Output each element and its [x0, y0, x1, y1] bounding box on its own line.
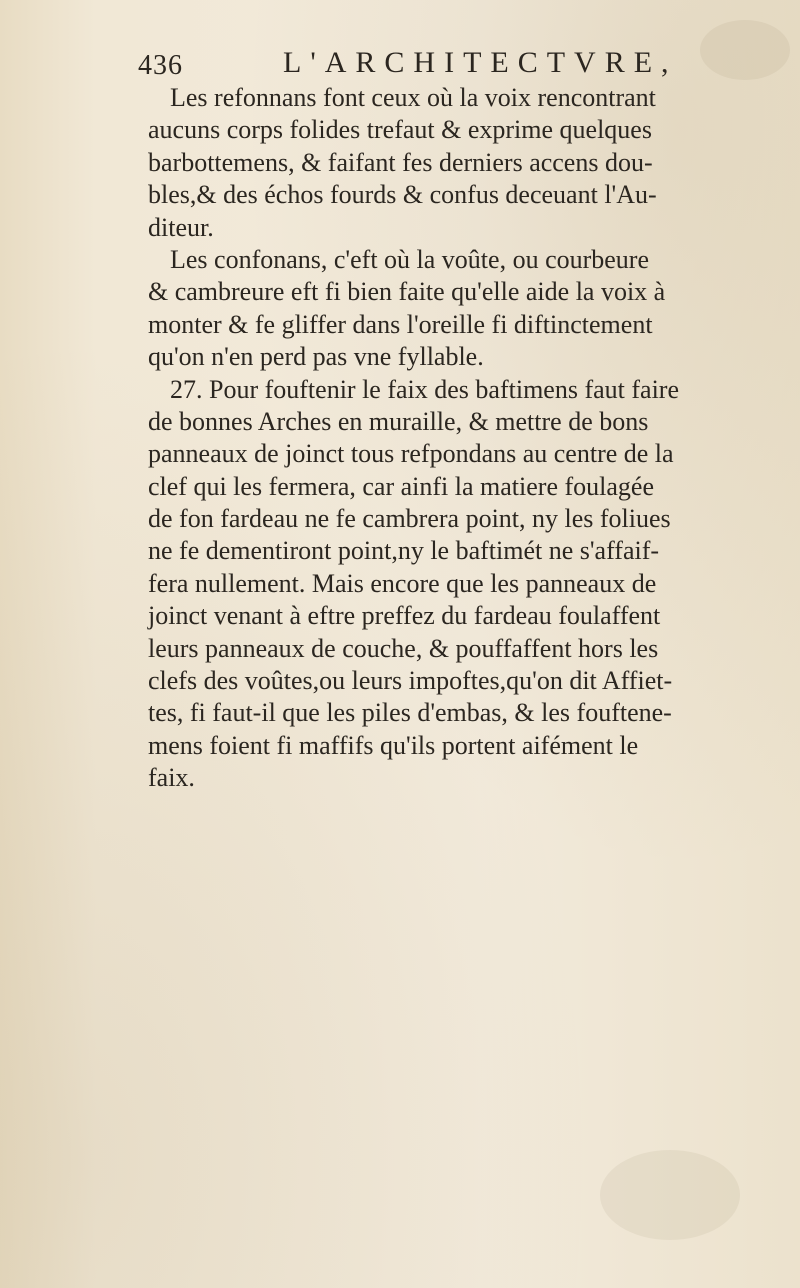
text-line: clef qui les fermera, car ainfi la matiere foulagée: [148, 471, 654, 501]
text-line: ne fe dementiront point,ny le baftimét ne s'affaif-: [148, 536, 660, 566]
text-line: tes, fi faut-il que les piles d'embas, & les fouftene-: [148, 698, 672, 728]
text-line: diteur.: [148, 212, 214, 242]
text-line: faix.: [148, 763, 195, 793]
text-line: 27. Pour fouftenir le faix des baftimens faut faire: [170, 374, 679, 404]
text-line: Les refonnans font ceux où la voix rencontrant: [170, 83, 656, 112]
text-line: qu'on n'en perd pas vne fyllable.: [148, 342, 484, 372]
text-line: barbottemens, & faifant fes derniers accens dou-: [148, 147, 653, 177]
running-title: L'ARCHITECTVRE,: [283, 46, 678, 79]
text-line: aucuns corps folides trefaut & exprime quelques: [148, 115, 652, 145]
text-line: Les confonans, c'eft où la voûte, ou courbeure: [170, 244, 650, 274]
text-line: fera nullement. Mais encore que les panneaux de: [148, 568, 657, 598]
text-line: de bonnes Arches en muraille, & mettre de bons: [148, 406, 649, 436]
text-line: panneaux de joinct tous refpondans au centre de la: [148, 439, 674, 469]
body-text: [148, 82, 788, 795]
text-line: joinct venant à eftre preffez du fardeau foulaffent: [148, 601, 661, 631]
page-number: 436: [138, 50, 183, 81]
text-line: bles,& des échos fourds & confus deceuant l'Au-: [148, 180, 657, 210]
text-line: leurs panneaux de couche, & pouffaffent hors les: [148, 633, 659, 663]
text-line: monter & fe gliffer dans l'oreille fi diftinctement: [148, 309, 653, 339]
text-line: clefs des voûtes,ou leurs impoftes,qu'on dit Affiet-: [148, 666, 673, 696]
paper-stain: [700, 20, 790, 80]
paper-stain: [600, 1150, 740, 1240]
text-line: & cambreure eft fi bien faite qu'elle aide la voix à: [148, 277, 666, 307]
text-line: mens foient fi maffifs qu'ils portent aifément le: [148, 730, 639, 760]
text-line: de fon fardeau ne fe cambrera point, ny les foliues: [148, 504, 671, 534]
